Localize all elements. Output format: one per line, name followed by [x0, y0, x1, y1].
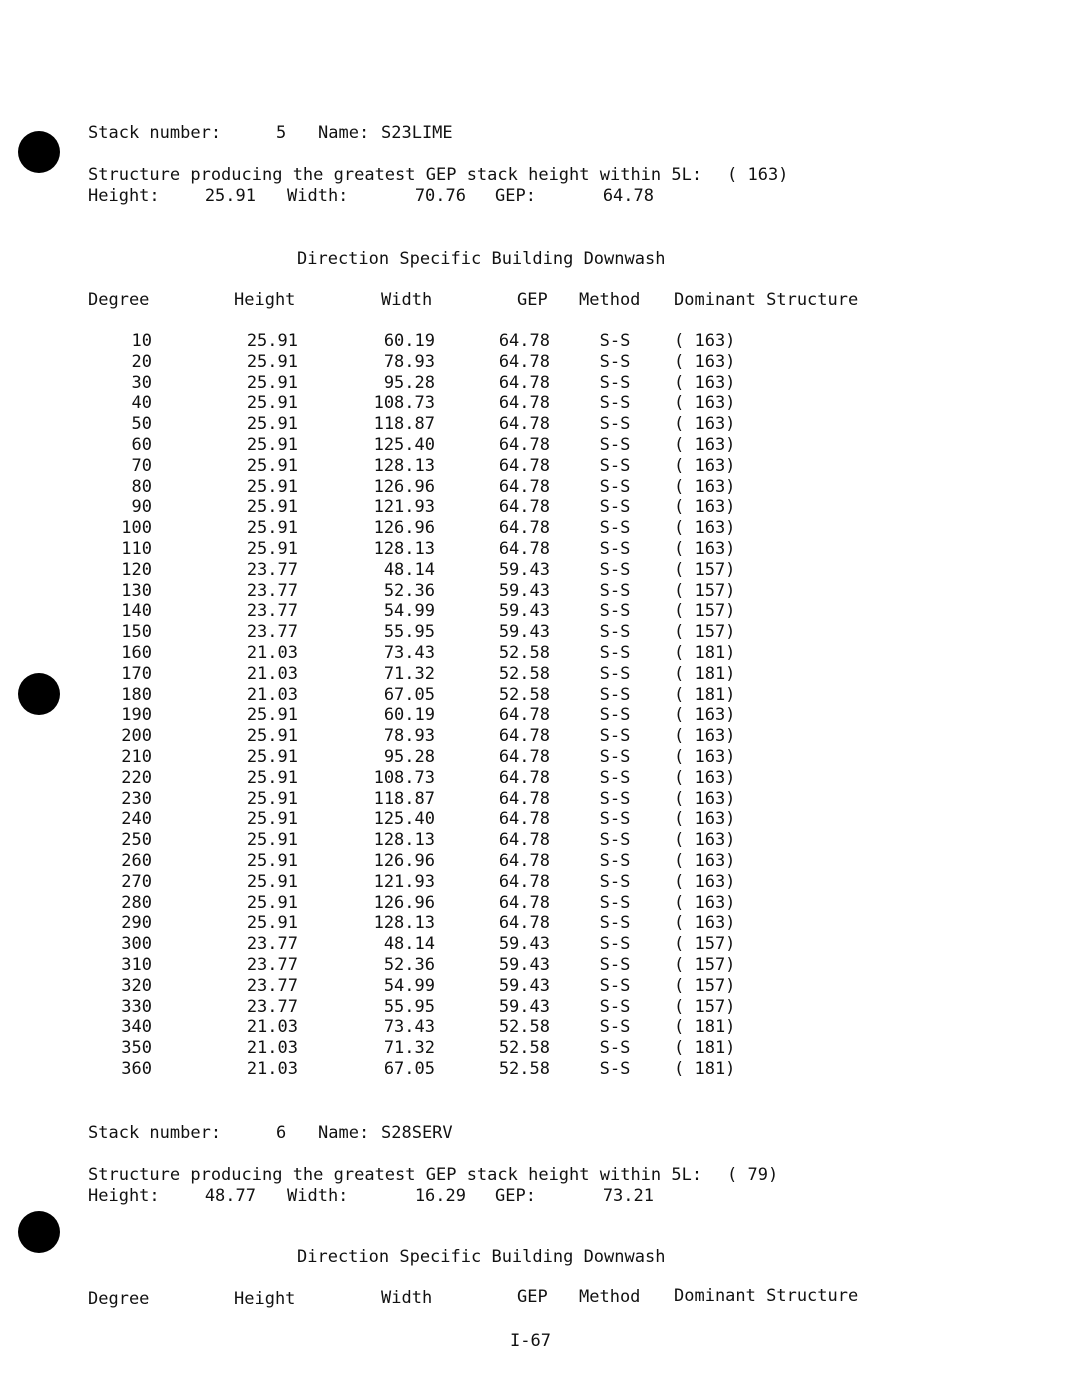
table-title: Direction Specific Building Downwash [297, 249, 666, 269]
cell-height: 25.91 [246, 393, 298, 414]
cell-height: 25.91 [246, 871, 298, 892]
cell-width: 121.93 [373, 497, 435, 518]
width-value: 70.76 [414, 186, 466, 206]
cell-dominant-structure: ( 163) [674, 372, 736, 393]
stack-number-label: Stack number: [88, 123, 222, 143]
table-row [0, 581, 1068, 602]
cell-height: 25.91 [246, 788, 298, 809]
cell-degree: 100 [121, 518, 152, 539]
cell-width: 95.28 [383, 372, 435, 393]
cell-height: 25.91 [246, 830, 298, 851]
header-dominant-structure: Dominant Structure [674, 1286, 859, 1306]
table-row [0, 893, 1068, 914]
cell-degree: 60 [131, 435, 152, 455]
gep-value: 73.21 [602, 1186, 654, 1206]
cell-dominant-structure: ( 157) [674, 934, 736, 955]
cell-gep: 64.78 [498, 871, 550, 892]
cell-method: S-S [599, 830, 631, 851]
table-row [0, 976, 1068, 997]
cell-gep: 64.78 [498, 726, 550, 747]
header-degree: Degree [88, 1289, 150, 1309]
name-label: Name: [318, 123, 370, 143]
cell-gep: 64.78 [498, 435, 550, 455]
header-gep: GEP [517, 1287, 548, 1307]
table-row [0, 664, 1068, 685]
cell-gep: 59.43 [498, 580, 550, 601]
cell-method: S-S [599, 684, 631, 705]
table-row [0, 1059, 1068, 1080]
cell-gep: 64.78 [498, 476, 550, 497]
cell-dominant-structure: ( 163) [674, 331, 736, 351]
cell-width: 73.43 [383, 1017, 435, 1038]
table-row [0, 1038, 1068, 1059]
cell-gep: 64.78 [498, 351, 550, 372]
stack-number-label: Stack number: [88, 1123, 222, 1143]
cell-degree: 110 [121, 539, 152, 559]
cell-height: 25.91 [246, 913, 298, 934]
cell-dominant-structure: ( 157) [674, 955, 736, 975]
cell-degree: 20 [131, 351, 152, 372]
cell-width: 73.43 [383, 643, 435, 663]
table-row [0, 497, 1068, 518]
cell-dominant-structure: ( 163) [674, 767, 736, 788]
cell-method: S-S [599, 788, 631, 809]
cell-method: S-S [599, 1017, 631, 1038]
table-row [0, 601, 1068, 622]
cell-method: S-S [599, 455, 631, 476]
cell-width: 108.73 [373, 767, 435, 788]
cell-dominant-structure: ( 163) [674, 830, 736, 851]
cell-width: 48.14 [383, 934, 435, 955]
cell-method: S-S [599, 726, 631, 747]
cell-height: 25.91 [246, 435, 298, 455]
cell-dominant-structure: ( 157) [674, 559, 736, 580]
header-gep: GEP [517, 290, 548, 310]
cell-dominant-structure: ( 163) [674, 892, 736, 913]
cell-gep: 64.78 [498, 747, 550, 767]
cell-method: S-S [599, 559, 631, 580]
cell-degree: 300 [121, 934, 152, 955]
table-row [0, 643, 1068, 664]
cell-method: S-S [599, 1059, 631, 1079]
cell-width: 128.13 [373, 539, 435, 559]
width-value: 16.29 [414, 1186, 466, 1206]
cell-degree: 140 [121, 601, 152, 622]
cell-method: S-S [599, 435, 631, 455]
cell-dominant-structure: ( 163) [674, 476, 736, 497]
cell-width: 67.05 [383, 1059, 435, 1079]
cell-gep: 59.43 [498, 996, 550, 1017]
cell-width: 126.96 [373, 476, 435, 497]
table-row [0, 456, 1068, 477]
cell-width: 126.96 [373, 851, 435, 871]
table-row [0, 913, 1068, 934]
cell-width: 128.13 [373, 455, 435, 476]
cell-gep: 52.58 [498, 643, 550, 663]
cell-degree: 230 [121, 788, 152, 809]
cell-width: 118.87 [373, 414, 435, 435]
cell-height: 25.91 [246, 809, 298, 830]
cell-method: S-S [599, 871, 631, 892]
height-value: 48.77 [204, 1186, 256, 1206]
cell-degree: 320 [121, 975, 152, 996]
cell-degree: 260 [121, 851, 152, 871]
cell-height: 25.91 [246, 351, 298, 372]
cell-degree: 50 [131, 414, 152, 435]
cell-method: S-S [599, 767, 631, 788]
table-row [0, 477, 1068, 498]
structure-description: Structure producing the greatest GEP stack height within 5L: [88, 165, 703, 185]
cell-method: S-S [599, 393, 631, 414]
cell-width: 78.93 [383, 726, 435, 747]
cell-gep: 59.43 [498, 559, 550, 580]
cell-width: 108.73 [373, 393, 435, 414]
cell-height: 21.03 [246, 1059, 298, 1079]
cell-height: 25.91 [246, 851, 298, 871]
table-row [0, 789, 1068, 810]
cell-degree: 10 [131, 331, 152, 351]
cell-gep: 64.78 [498, 788, 550, 809]
cell-gep: 59.43 [498, 601, 550, 622]
cell-dominant-structure: ( 157) [674, 975, 736, 996]
cell-method: S-S [599, 518, 631, 539]
cell-dominant-structure: ( 163) [674, 705, 736, 726]
cell-dominant-structure: ( 163) [674, 455, 736, 476]
cell-dominant-structure: ( 163) [674, 435, 736, 455]
cell-dominant-structure: ( 163) [674, 851, 736, 871]
cell-width: 54.99 [383, 601, 435, 622]
cell-height: 21.03 [246, 1017, 298, 1038]
cell-degree: 240 [121, 809, 152, 830]
cell-method: S-S [599, 663, 631, 684]
cell-method: S-S [599, 851, 631, 871]
height-label: Height: [88, 1186, 160, 1206]
table-row [0, 705, 1068, 726]
cell-degree: 30 [131, 372, 152, 393]
height-label: Height: [88, 186, 160, 206]
header-dominant-structure: Dominant Structure [674, 290, 859, 310]
cell-width: 67.05 [383, 684, 435, 705]
cell-method: S-S [599, 414, 631, 435]
cell-width: 125.40 [373, 435, 435, 455]
cell-height: 21.03 [246, 684, 298, 705]
cell-dominant-structure: ( 181) [674, 1059, 736, 1079]
cell-gep: 64.78 [498, 767, 550, 788]
stack-number-value: 5 [276, 123, 287, 143]
table-row [0, 393, 1068, 414]
name-value: S28SERV [381, 1123, 453, 1143]
cell-height: 25.91 [246, 476, 298, 497]
cell-height: 25.91 [246, 518, 298, 539]
cell-height: 25.91 [246, 705, 298, 726]
cell-width: 60.19 [383, 705, 435, 726]
cell-height: 25.91 [246, 497, 298, 518]
table-row [0, 1017, 1068, 1038]
binder-hole-bottom [18, 1211, 60, 1253]
cell-height: 25.91 [246, 892, 298, 913]
cell-width: 95.28 [383, 747, 435, 767]
cell-degree: 180 [121, 684, 152, 705]
gep-label: GEP: [495, 186, 536, 206]
cell-width: 118.87 [373, 788, 435, 809]
cell-method: S-S [599, 913, 631, 934]
structure-description: Structure producing the greatest GEP stack height within 5L: [88, 1165, 703, 1185]
cell-gep: 64.78 [498, 455, 550, 476]
cell-degree: 270 [121, 871, 152, 892]
cell-dominant-structure: ( 181) [674, 684, 736, 705]
cell-gep: 64.78 [498, 518, 550, 539]
cell-dominant-structure: ( 163) [674, 414, 736, 435]
height-value: 25.91 [204, 186, 256, 206]
cell-dominant-structure: ( 181) [674, 663, 736, 684]
cell-degree: 90 [131, 497, 152, 518]
cell-gep: 64.78 [498, 809, 550, 830]
cell-method: S-S [599, 705, 631, 726]
cell-width: 52.36 [383, 580, 435, 601]
header-height: Height [234, 1289, 296, 1309]
cell-dominant-structure: ( 157) [674, 601, 736, 622]
cell-dominant-structure: ( 163) [674, 809, 736, 830]
cell-gep: 52.58 [498, 684, 550, 705]
header-height: Height [234, 290, 296, 310]
cell-degree: 290 [121, 913, 152, 934]
cell-gep: 64.78 [498, 331, 550, 351]
cell-degree: 350 [121, 1038, 152, 1059]
cell-degree: 190 [121, 705, 152, 726]
cell-height: 25.91 [246, 747, 298, 767]
table-row [0, 622, 1068, 643]
cell-width: 125.40 [373, 809, 435, 830]
cell-height: 21.03 [246, 1038, 298, 1059]
cell-width: 71.32 [383, 1038, 435, 1059]
cell-gep: 64.78 [498, 830, 550, 851]
cell-method: S-S [599, 643, 631, 663]
cell-degree: 150 [121, 622, 152, 643]
cell-height: 23.77 [246, 622, 298, 643]
cell-height: 23.77 [246, 975, 298, 996]
cell-gep: 52.58 [498, 1017, 550, 1038]
cell-degree: 280 [121, 892, 152, 913]
cell-method: S-S [599, 1038, 631, 1059]
cell-degree: 200 [121, 726, 152, 747]
table-row [0, 352, 1068, 373]
header-method: Method [579, 290, 641, 310]
gep-label: GEP: [495, 1186, 536, 1206]
cell-dominant-structure: ( 163) [674, 747, 736, 767]
cell-height: 25.91 [246, 372, 298, 393]
cell-height: 23.77 [246, 580, 298, 601]
cell-height: 23.77 [246, 996, 298, 1017]
cell-gep: 64.78 [498, 705, 550, 726]
cell-method: S-S [599, 331, 631, 351]
cell-gep: 52.58 [498, 1038, 550, 1059]
cell-gep: 59.43 [498, 622, 550, 643]
cell-method: S-S [599, 622, 631, 643]
structure-id: ( 163) [727, 165, 789, 185]
cell-degree: 210 [121, 747, 152, 767]
cell-width: 54.99 [383, 975, 435, 996]
cell-height: 25.91 [246, 539, 298, 559]
cell-gep: 64.78 [498, 913, 550, 934]
table-row [0, 809, 1068, 830]
cell-degree: 80 [131, 476, 152, 497]
cell-method: S-S [599, 892, 631, 913]
table-row [0, 685, 1068, 706]
cell-height: 25.91 [246, 726, 298, 747]
cell-dominant-structure: ( 181) [674, 1038, 736, 1059]
table-row [0, 747, 1068, 768]
table-row [0, 331, 1068, 352]
cell-degree: 170 [121, 663, 152, 684]
cell-degree: 330 [121, 996, 152, 1017]
cell-method: S-S [599, 476, 631, 497]
cell-method: S-S [599, 601, 631, 622]
cell-degree: 70 [131, 455, 152, 476]
cell-gep: 59.43 [498, 934, 550, 955]
cell-degree: 130 [121, 580, 152, 601]
table-row [0, 997, 1068, 1018]
cell-width: 126.96 [373, 892, 435, 913]
cell-dominant-structure: ( 163) [674, 871, 736, 892]
cell-width: 48.14 [383, 559, 435, 580]
cell-gep: 64.78 [498, 539, 550, 559]
table-row [0, 373, 1068, 394]
cell-degree: 360 [121, 1059, 152, 1079]
width-label: Width: [287, 1186, 349, 1206]
cell-dominant-structure: ( 163) [674, 518, 736, 539]
cell-gep: 52.58 [498, 663, 550, 684]
cell-method: S-S [599, 372, 631, 393]
cell-height: 23.77 [246, 559, 298, 580]
cell-method: S-S [599, 955, 631, 975]
table-row [0, 518, 1068, 539]
table-row [0, 872, 1068, 893]
cell-width: 55.95 [383, 996, 435, 1017]
table-row [0, 539, 1068, 560]
cell-dominant-structure: ( 163) [674, 726, 736, 747]
cell-width: 52.36 [383, 955, 435, 975]
cell-method: S-S [599, 934, 631, 955]
cell-height: 23.77 [246, 955, 298, 975]
table-title: Direction Specific Building Downwash [297, 1247, 666, 1267]
cell-height: 23.77 [246, 934, 298, 955]
table-row [0, 560, 1068, 581]
cell-degree: 310 [121, 955, 152, 975]
header-degree: Degree [88, 290, 150, 310]
structure-id: ( 79) [727, 1165, 779, 1185]
stack-number-value: 6 [276, 1123, 287, 1143]
cell-height: 23.77 [246, 601, 298, 622]
name-value: S23LIME [381, 123, 453, 143]
cell-width: 55.95 [383, 622, 435, 643]
cell-method: S-S [599, 996, 631, 1017]
name-label: Name: [318, 1123, 370, 1143]
cell-gep: 64.78 [498, 851, 550, 871]
cell-dominant-structure: ( 157) [674, 996, 736, 1017]
cell-degree: 40 [131, 393, 152, 414]
cell-method: S-S [599, 809, 631, 830]
cell-height: 21.03 [246, 663, 298, 684]
width-label: Width: [287, 186, 349, 206]
cell-dominant-structure: ( 163) [674, 539, 736, 559]
cell-method: S-S [599, 580, 631, 601]
header-method: Method [579, 1287, 641, 1307]
cell-dominant-structure: ( 163) [674, 393, 736, 414]
cell-width: 128.13 [373, 830, 435, 851]
cell-dominant-structure: ( 163) [674, 497, 736, 518]
cell-dominant-structure: ( 181) [674, 1017, 736, 1038]
cell-gep: 52.58 [498, 1059, 550, 1079]
cell-height: 25.91 [246, 767, 298, 788]
cell-height: 21.03 [246, 643, 298, 663]
cell-dominant-structure: ( 163) [674, 913, 736, 934]
table-row [0, 851, 1068, 872]
cell-height: 25.91 [246, 331, 298, 351]
cell-gep: 64.78 [498, 393, 550, 414]
gep-value: 64.78 [602, 186, 654, 206]
table-row [0, 726, 1068, 747]
table-row [0, 934, 1068, 955]
cell-method: S-S [599, 351, 631, 372]
cell-dominant-structure: ( 163) [674, 351, 736, 372]
cell-gep: 64.78 [498, 892, 550, 913]
cell-width: 78.93 [383, 351, 435, 372]
table-row [0, 414, 1068, 435]
cell-method: S-S [599, 539, 631, 559]
cell-gep: 59.43 [498, 975, 550, 996]
cell-degree: 340 [121, 1017, 152, 1038]
cell-height: 25.91 [246, 455, 298, 476]
table-row [0, 955, 1068, 976]
cell-dominant-structure: ( 163) [674, 788, 736, 809]
cell-method: S-S [599, 975, 631, 996]
cell-degree: 160 [121, 643, 152, 663]
header-width: Width [381, 1288, 433, 1308]
cell-degree: 220 [121, 767, 152, 788]
cell-gep: 59.43 [498, 955, 550, 975]
cell-dominant-structure: ( 157) [674, 622, 736, 643]
cell-width: 126.96 [373, 518, 435, 539]
cell-degree: 250 [121, 830, 152, 851]
cell-width: 121.93 [373, 871, 435, 892]
table-row [0, 830, 1068, 851]
cell-height: 25.91 [246, 414, 298, 435]
cell-gep: 64.78 [498, 414, 550, 435]
cell-gep: 64.78 [498, 372, 550, 393]
cell-method: S-S [599, 747, 631, 767]
cell-width: 60.19 [383, 331, 435, 351]
cell-dominant-structure: ( 181) [674, 643, 736, 663]
cell-width: 128.13 [373, 913, 435, 934]
cell-method: S-S [599, 497, 631, 518]
table-row [0, 435, 1068, 456]
cell-gep: 64.78 [498, 497, 550, 518]
header-width: Width [381, 290, 433, 310]
table-row [0, 768, 1068, 789]
page-number: I-67 [510, 1331, 551, 1351]
cell-dominant-structure: ( 157) [674, 580, 736, 601]
cell-degree: 120 [121, 559, 152, 580]
binder-hole-top [18, 131, 60, 173]
cell-width: 71.32 [383, 663, 435, 684]
